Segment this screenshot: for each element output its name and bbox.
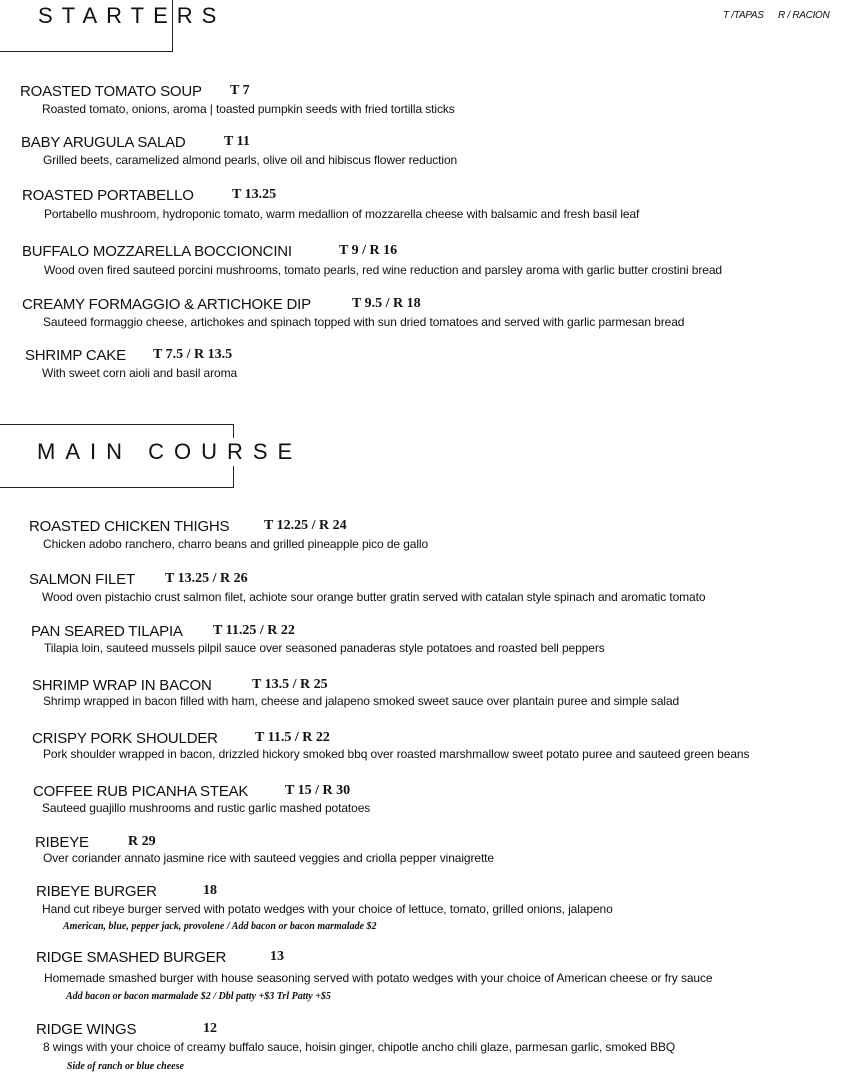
legend-racion: R / RACION [778,10,830,21]
starters-frame-bottom [0,51,173,52]
item-name: SALMON FILET [29,571,135,588]
item-price: T 15 / R 30 [285,783,351,798]
item-price: 12 [203,1021,217,1036]
item-price: T 13.5 / R 25 [252,677,328,692]
item-price: T 12.25 / R 24 [264,518,347,533]
item-description: 8 wings with your choice of creamy buffalo sauce, hoisin ginger, chipotle ancho chili glaze, parmesan garlic, smoked BBQ [43,1040,676,1054]
item-description: Sauteed guajillo mushrooms and rustic garlic mashed potatoes [42,801,371,815]
item-price: T 11.25 / R 22 [213,623,295,638]
menu-item [0,834,850,865]
item-name: ROASTED TOMATO SOUP [20,83,202,100]
menu-item [0,677,850,708]
item-description: Over coriander annato jasmine rice with sauteed veggies and criolla pepper vinaigrette [43,851,494,865]
menu-item [0,783,850,815]
item-description: Pork shoulder wrapped in bacon, drizzled hickory smoked bbq over roasted marshmallow sweet potato puree and sauteed green beans [43,747,750,761]
item-name: RIBEYE [35,834,89,851]
item-price: T 13.25 / R 26 [165,571,248,586]
item-description: Wood oven fired sauteed porcini mushrooms, tomato pearls, red wine reduction and parsley aroma with garlic butter crostini bread [44,263,722,277]
legend-tapas: T /TAPAS [723,10,764,21]
item-note: Add bacon or bacon marmalade $2 / Dbl patty +$3 Trl Patty +$5 [66,991,331,1002]
item-price: T 11 [224,134,250,149]
item-description: Portabello mushroom, hydroponic tomato, warm medallion of mozzarella cheese with balsamic and fresh basil leaf [44,207,640,221]
item-name: SHRIMP WRAP IN BACON [32,677,212,694]
item-price: R 29 [128,834,156,849]
item-price: T 9 / R 16 [339,243,398,258]
item-description: Wood oven pistachio crust salmon filet, achiote sour orange butter gratin served with catalan style spinach and aromatic tomato [42,590,706,604]
item-name: COFFEE RUB PICANHA STEAK [33,783,249,800]
item-name: PAN SEARED TILAPIA [31,623,183,640]
menu-item [0,571,850,604]
menu-item [0,296,850,329]
menu-item [0,730,850,761]
menu-item [0,623,850,655]
menu-item [0,134,850,167]
item-description: Roasted tomato, onions, aroma | toasted pumpkin seeds with fried tortilla sticks [42,102,455,116]
item-description: Grilled beets, caramelized almond pearls, olive oil and hibiscus flower reduction [43,153,458,167]
main-frame-top [0,424,234,425]
item-name: CRISPY PORK SHOULDER [32,730,218,747]
item-price: T 7 [230,83,250,98]
main-frame-right-bottom [233,466,234,488]
item-description: Tilapia loin, sauteed mussels pilpil sauce over seasoned panaderas style potatoes and roasted bell peppers [44,641,605,655]
menu-item [0,1021,850,1072]
item-description: Hand cut ribeye burger served with potato wedges with your choice of lettuce, tomato, grilled onions, jalapeno [42,902,613,916]
item-price: T 13.25 [232,187,277,202]
item-note: Side of ranch or blue cheese [67,1061,184,1072]
main-frame-right-top [233,424,234,438]
item-price: 18 [203,883,217,898]
menu-item [0,949,850,1002]
menu-item [0,243,850,277]
item-name: RIDGE WINGS [36,1021,137,1038]
item-name: BUFFALO MOZZARELLA BOCCIONCINI [22,243,292,260]
menu-item [0,83,850,116]
item-note: American, blue, pepper jack, provolene / Add bacon or bacon marmalade $2 [63,921,377,932]
item-description: Sauteed formaggio cheese, artichokes and spinach topped with sun dried tomatoes and served with garlic parmesan bread [43,315,685,329]
item-name: ROASTED CHICKEN THIGHS [29,518,230,535]
item-price: T 7.5 / R 13.5 [153,347,233,362]
item-name: SHRIMP CAKE [25,347,126,364]
item-description: With sweet corn aioli and basil aroma [42,366,238,380]
item-description: Homemade smashed burger with house seasoning served with potato wedges with your choice of American cheese or fry sauce [44,971,713,985]
menu-item [0,187,850,221]
item-price: 13 [270,949,284,964]
section-title-starters: STARTERS [38,3,226,28]
item-description: Chicken adobo ranchero, charro beans and grilled pineapple pico de gallo [43,537,429,551]
item-name: RIDGE SMASHED BURGER [36,949,227,966]
item-name: ROASTED PORTABELLO [22,187,194,204]
item-price: T 9.5 / R 18 [352,296,421,311]
item-name: RIBEYE BURGER [36,883,157,900]
menu-item [0,347,850,380]
item-description: Shrimp wrapped in bacon filled with ham, cheese and jalapeno smoked sweet sauce over plantain puree and simple salad [43,694,680,708]
section-title-main-course: MAIN COURSE [37,439,303,464]
item-name: BABY ARUGULA SALAD [21,134,186,151]
menu-item [0,883,850,932]
item-price: T 11.5 / R 22 [255,730,330,745]
menu-item [0,518,850,551]
main-frame-bottom [0,487,234,488]
item-name: CREAMY FORMAGGIO & ARTICHOKE DIP [22,296,311,313]
